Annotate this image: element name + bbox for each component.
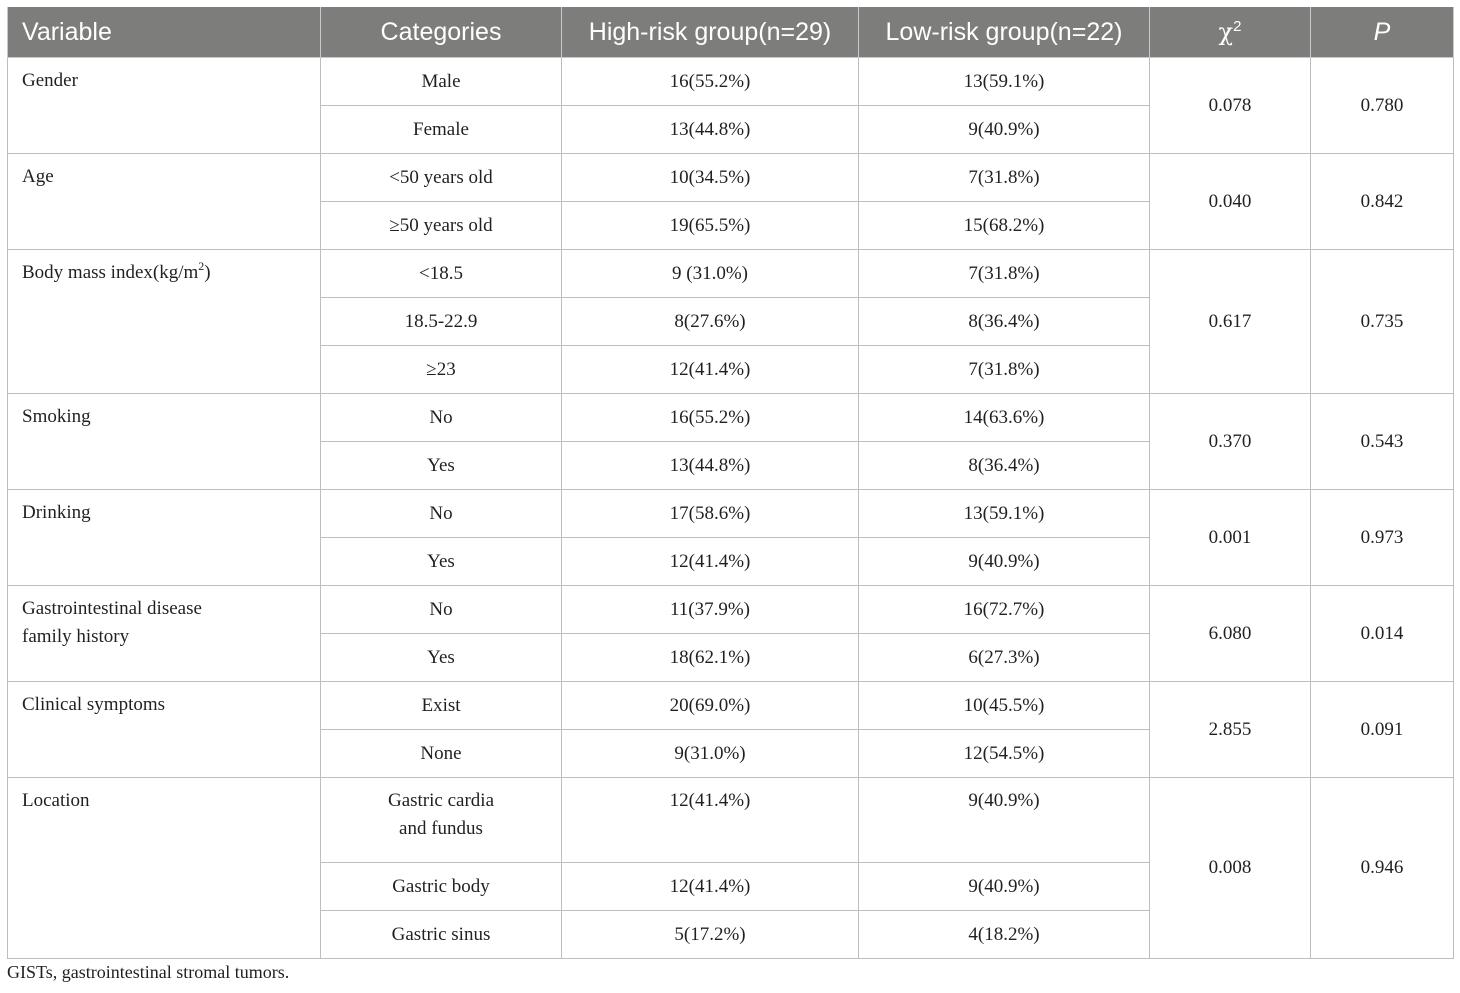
high-risk-cell: 8(27.6%)	[562, 298, 859, 346]
table-row	[8, 778, 1454, 863]
chi-square-cell: 0.008	[1150, 778, 1311, 959]
high-risk-cell: 13(44.8%)	[562, 442, 859, 490]
variable-cell	[8, 250, 321, 394]
category-cell: 18.5-22.9	[321, 298, 562, 346]
variable-cell: Age	[8, 154, 321, 250]
variable-cell: Location	[8, 778, 321, 959]
p-value-cell: 0.014	[1311, 586, 1454, 682]
table-row	[8, 682, 1454, 730]
low-risk-cell: 9(40.9%)	[859, 778, 1150, 863]
low-risk-cell: 7(31.8%)	[859, 346, 1150, 394]
table-row	[8, 58, 1454, 106]
header-low-risk: Low-risk group(n=22)	[859, 7, 1150, 58]
high-risk-cell: 17(58.6%)	[562, 490, 859, 538]
header-row	[8, 7, 1454, 58]
chi-square-cell: 0.040	[1150, 154, 1311, 250]
table-row	[8, 586, 1454, 634]
p-value-cell: 0.946	[1311, 778, 1454, 959]
high-risk-cell: 18(62.1%)	[562, 634, 859, 682]
variable-text: Body mass index(kg/m	[22, 262, 199, 283]
table-row	[8, 250, 1454, 298]
variable-cell	[8, 586, 321, 682]
high-risk-cell: 5(17.2%)	[562, 911, 859, 959]
chi-symbol: χ	[1218, 17, 1234, 46]
low-risk-cell: 12(54.5%)	[859, 730, 1150, 778]
header-variable: Variable	[8, 7, 321, 58]
p-value-cell: 0.735	[1311, 250, 1454, 394]
high-risk-cell: 10(34.5%)	[562, 154, 859, 202]
table-row	[8, 394, 1454, 442]
low-risk-cell: 7(31.8%)	[859, 250, 1150, 298]
low-risk-cell: 10(45.5%)	[859, 682, 1150, 730]
results-table-wrapper	[7, 7, 1453, 959]
header-chi-square	[1150, 7, 1311, 58]
category-cell: ≥50 years old	[321, 202, 562, 250]
category-cell: <18.5	[321, 250, 562, 298]
high-risk-cell: 13(44.8%)	[562, 106, 859, 154]
category-cell	[321, 778, 562, 863]
variable-line-1: Gastrointestinal disease	[22, 598, 202, 619]
low-risk-cell: 15(68.2%)	[859, 202, 1150, 250]
high-risk-cell: 9(31.0%)	[562, 730, 859, 778]
category-cell: Gastric sinus	[321, 911, 562, 959]
results-table	[7, 7, 1454, 959]
high-risk-cell: 19(65.5%)	[562, 202, 859, 250]
p-value-cell: 0.091	[1311, 682, 1454, 778]
category-cell: <50 years old	[321, 154, 562, 202]
high-risk-cell: 12(41.4%)	[562, 778, 859, 863]
chi-square-cell: 2.855	[1150, 682, 1311, 778]
table-footnote: GISTs, gastrointestinal stromal tumors.	[7, 962, 290, 982]
category-cell: Yes	[321, 634, 562, 682]
p-value-cell: 0.842	[1311, 154, 1454, 250]
category-cell: Exist	[321, 682, 562, 730]
variable-line-2: family history	[22, 626, 130, 647]
variable-cell: Drinking	[8, 490, 321, 586]
low-risk-cell: 14(63.6%)	[859, 394, 1150, 442]
header-high-risk: High-risk group(n=29)	[562, 7, 859, 58]
low-risk-cell: 8(36.4%)	[859, 298, 1150, 346]
table-row	[8, 154, 1454, 202]
high-risk-cell: 12(41.4%)	[562, 346, 859, 394]
p-symbol: P	[1373, 17, 1391, 46]
category-line-2: and fundus	[399, 818, 483, 839]
category-cell: ≥23	[321, 346, 562, 394]
high-risk-cell: 12(41.4%)	[562, 863, 859, 911]
chi-square-cell: 0.370	[1150, 394, 1311, 490]
category-cell: No	[321, 394, 562, 442]
p-value-cell: 0.543	[1311, 394, 1454, 490]
high-risk-cell: 16(55.2%)	[562, 394, 859, 442]
low-risk-cell: 9(40.9%)	[859, 863, 1150, 911]
high-risk-cell: 16(55.2%)	[562, 58, 859, 106]
high-risk-cell: 11(37.9%)	[562, 586, 859, 634]
chi-square-cell: 0.078	[1150, 58, 1311, 154]
variable-cell: Clinical symptoms	[8, 682, 321, 778]
low-risk-cell: 8(36.4%)	[859, 442, 1150, 490]
p-value-cell: 0.780	[1311, 58, 1454, 154]
category-cell: Yes	[321, 442, 562, 490]
category-cell: Male	[321, 58, 562, 106]
low-risk-cell: 7(31.8%)	[859, 154, 1150, 202]
chi-square-cell: 0.001	[1150, 490, 1311, 586]
category-cell: Yes	[321, 538, 562, 586]
table-body	[8, 58, 1454, 959]
table-header	[8, 7, 1454, 58]
high-risk-cell: 9 (31.0%)	[562, 250, 859, 298]
chi-square-cell: 0.617	[1150, 250, 1311, 394]
high-risk-cell: 20(69.0%)	[562, 682, 859, 730]
category-cell: None	[321, 730, 562, 778]
variable-cell: Gender	[8, 58, 321, 154]
chi-square-cell: 6.080	[1150, 586, 1311, 682]
chi-exponent: 2	[1233, 17, 1242, 35]
category-cell: Female	[321, 106, 562, 154]
p-value-cell: 0.973	[1311, 490, 1454, 586]
high-risk-cell: 12(41.4%)	[562, 538, 859, 586]
low-risk-cell: 16(72.7%)	[859, 586, 1150, 634]
category-cell: No	[321, 586, 562, 634]
variable-exponent: 2	[198, 259, 205, 273]
category-line-1: Gastric cardia	[387, 790, 495, 811]
variable-cell: Smoking	[8, 394, 321, 490]
header-categories: Categories	[321, 7, 562, 58]
table-row	[8, 490, 1454, 538]
low-risk-cell: 6(27.3%)	[859, 634, 1150, 682]
category-cell: Gastric body	[321, 863, 562, 911]
low-risk-cell: 13(59.1%)	[859, 58, 1150, 106]
category-cell: No	[321, 490, 562, 538]
low-risk-cell: 9(40.9%)	[859, 538, 1150, 586]
low-risk-cell: 4(18.2%)	[859, 911, 1150, 959]
low-risk-cell: 13(59.1%)	[859, 490, 1150, 538]
variable-suffix: )	[204, 262, 211, 283]
header-p-value	[1311, 7, 1454, 58]
low-risk-cell: 9(40.9%)	[859, 106, 1150, 154]
